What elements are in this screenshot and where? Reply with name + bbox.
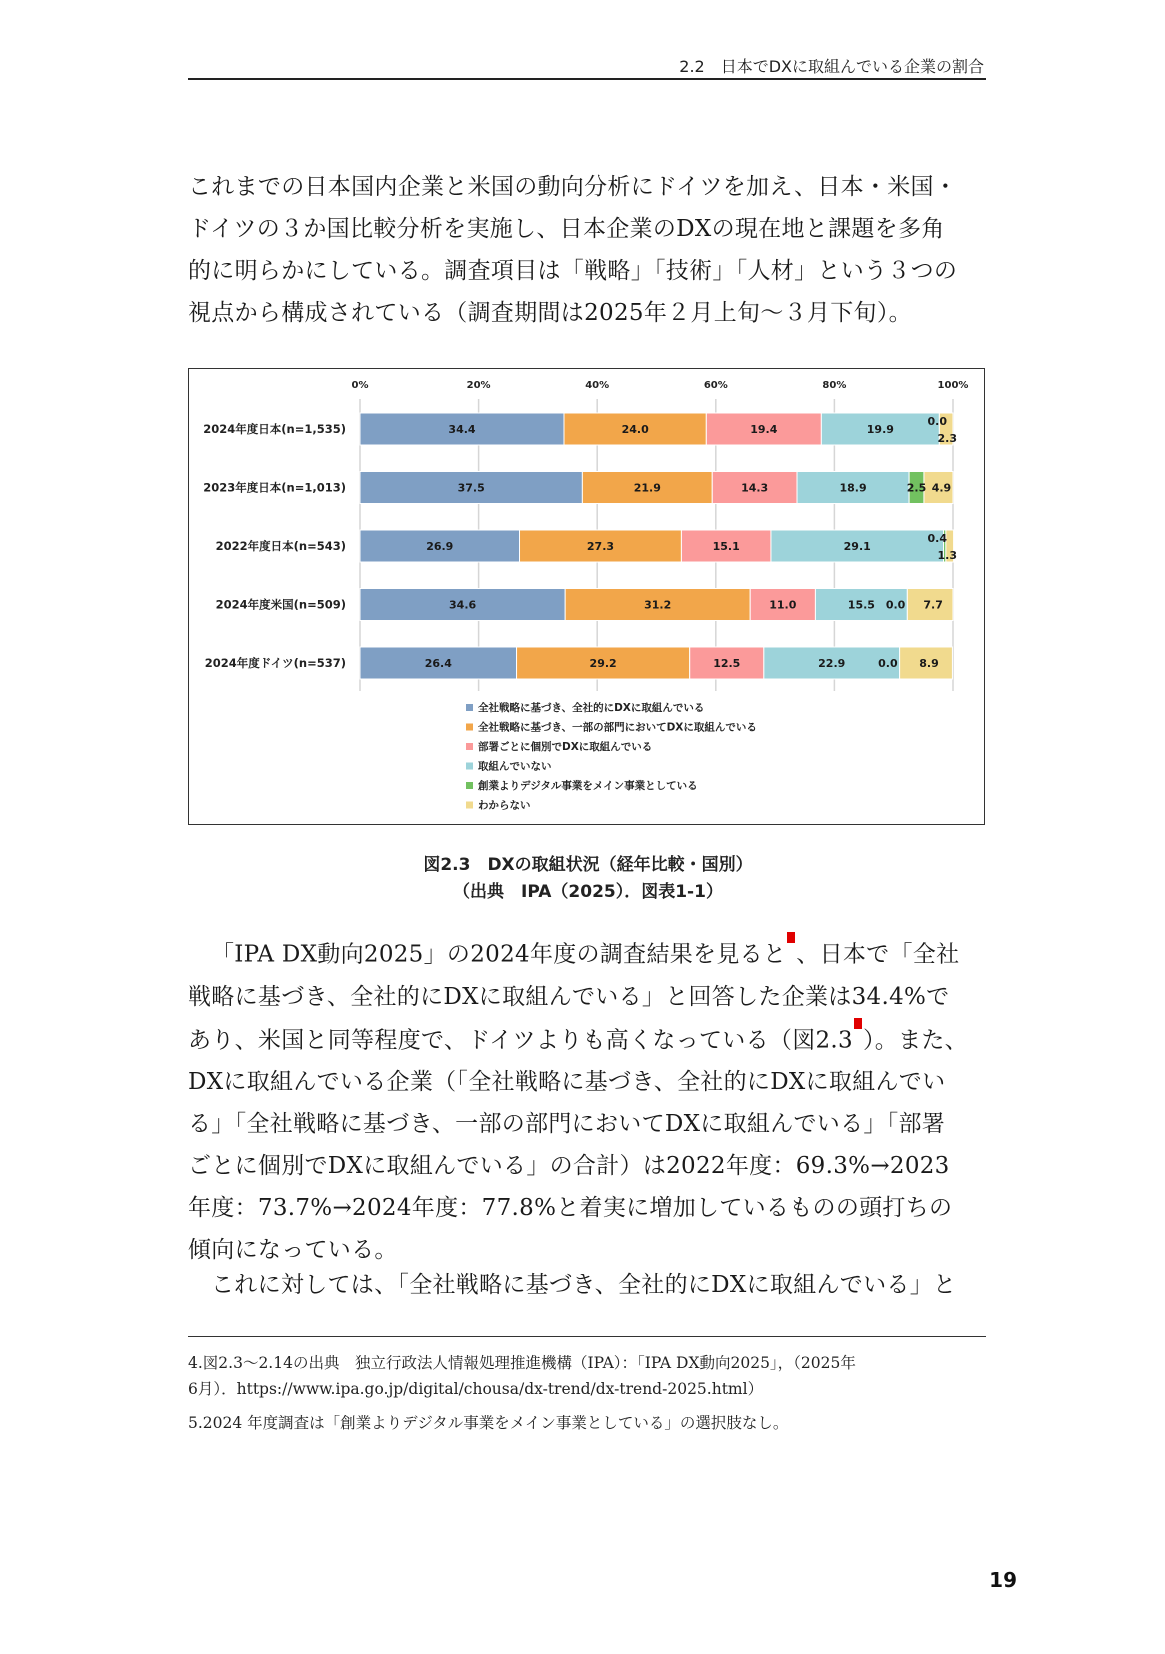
data-label: 21.9	[633, 481, 661, 495]
legend-swatch	[466, 724, 473, 731]
data-label: 18.9	[839, 481, 867, 495]
caption-source: （出典 IPA（2025）．図表1-1）	[453, 882, 723, 902]
text-span: ）。また、	[862, 1027, 968, 1054]
running-head-title: 2.2 日本でDXに取組んでいる企業の割合	[679, 57, 984, 76]
text-line: DXに取組んでいる企業（「全社戦略に基づき、全社的にDXに取組んでい	[188, 1069, 946, 1096]
data-label: 29.1	[843, 540, 871, 553]
legend-swatch	[466, 743, 473, 750]
data-label: 19.4	[750, 423, 778, 436]
footnote-line: 5.2024 年度調査は「創業よりデジタル事業をメイン事業としている」の選択肢なし。	[188, 1414, 789, 1432]
legend-label: 部署ごとに個別でDXに取組んでいる	[478, 741, 653, 753]
figure-caption	[188, 850, 988, 902]
x-tick-label: 40%	[585, 380, 610, 391]
legend-swatch	[466, 782, 473, 789]
text-line: る」「全社戦略に基づき、一部の部門においてDXに取組んでいる」「部署	[188, 1111, 946, 1138]
category-label: 2023年度日本(n=1,013)	[203, 480, 346, 495]
chart-figure	[188, 368, 985, 825]
x-tick-label: 0%	[351, 380, 369, 391]
text-line	[188, 932, 988, 976]
data-label: 15.5	[847, 598, 875, 612]
footnote-5	[188, 1410, 988, 1436]
x-tick-label: 100%	[937, 380, 969, 391]
data-label: 12.5	[713, 657, 741, 670]
data-label: 2.5	[906, 481, 927, 495]
data-label: 1.3	[937, 549, 957, 562]
x-tick-label: 60%	[703, 380, 728, 391]
data-label: 27.3	[586, 540, 615, 553]
data-label: 34.4	[448, 423, 476, 436]
category-label: 2024年度ドイツ(n=537)	[204, 656, 346, 670]
text-line: 視点から構成されている（調査期間は2025年２月上旬～３月下旬）。	[188, 300, 912, 326]
data-label: 31.2	[644, 598, 672, 612]
text-line: 年度：73.7%→2024年度：77.8%と着実に増加しているものの頭打ちの	[188, 1195, 953, 1222]
data-label: 22.9	[818, 657, 846, 670]
footnote-ref-4[interactable]	[787, 932, 795, 943]
text-line: 傾向になっている。	[188, 1237, 398, 1264]
data-label: 4.9	[931, 481, 952, 495]
text-span: あり、米国と同等程度で、ドイツよりも高くなっている（図2.3	[188, 1027, 853, 1054]
data-label: 0.4	[927, 532, 947, 545]
page-number: 19	[989, 1568, 1017, 1592]
data-label: 2.3	[937, 432, 957, 445]
legend-label: わからない	[478, 799, 531, 812]
category-label: 2024年度米国(n=509)	[215, 597, 346, 612]
data-label: 0.0	[885, 598, 906, 612]
data-label: 11.0	[769, 598, 797, 612]
legend-swatch	[466, 802, 473, 809]
data-label: 7.7	[923, 598, 943, 612]
caption-title: 図2.3 DXの取組状況（経年比較・国別）	[423, 855, 753, 875]
running-head	[188, 50, 986, 80]
data-label: 37.5	[457, 481, 485, 495]
data-label: 0.0	[927, 415, 947, 428]
legend-label: 創業よりデジタル事業をメイン事業としている	[478, 780, 698, 792]
text-line: これまでの日本国内企業と米国の動向分析にドイツを加え、日本・米国・	[188, 174, 958, 200]
text-line	[188, 1018, 988, 1062]
body-paragraph-1	[188, 932, 988, 1271]
legend-label: 全社戦略に基づき、全社的にDXに取組んでいる	[478, 702, 705, 714]
data-label: 15.1	[712, 540, 740, 553]
footnote-line: 4.図2.3～2.14の出典 独立行政法人情報処理推進機構（IPA）：「IPA DX動向2025」，（2025年	[188, 1354, 856, 1372]
legend-label: 取組んでいない	[478, 760, 552, 773]
text-line: 的に明らかにしている。調査項目は「戦略」「技術」「人材」という３つの	[188, 258, 958, 284]
data-label: 8.9	[919, 657, 939, 670]
text-span: 、日本で「全社	[796, 941, 960, 968]
footnote-ref-5[interactable]	[854, 1018, 862, 1029]
legend-label: 全社戦略に基づき、一部の部門においてDXに取組んでいる	[478, 721, 757, 734]
legend-swatch	[466, 763, 473, 770]
body-paragraph-2	[188, 1264, 988, 1306]
data-label: 34.6	[449, 598, 477, 612]
text-line: ごとに個別でDXに取組んでいる」の合計）は2022年度：69.3%→2023	[188, 1153, 950, 1180]
data-label: 26.9	[426, 540, 454, 553]
data-label: 19.9	[866, 423, 894, 436]
footnote-divider	[188, 1336, 986, 1337]
data-label: 29.2	[589, 657, 617, 670]
data-label: 26.4	[424, 657, 452, 670]
data-label: 24.0	[621, 423, 649, 436]
stacked-bar-chart	[189, 369, 984, 824]
intro-paragraph	[188, 166, 988, 334]
text-line: これに対しては、「全社戦略に基づき、全社的にDXに取組んでいる」と	[211, 1272, 957, 1298]
data-label: 0.0	[878, 657, 898, 670]
x-tick-label: 20%	[466, 380, 491, 391]
category-label: 2022年度日本(n=543)	[215, 539, 346, 553]
category-label: 2024年度日本(n=1,535)	[203, 422, 346, 436]
x-tick-label: 80%	[822, 380, 847, 391]
footnote-4	[188, 1350, 988, 1402]
text-line: ドイツの３か国比較分析を実施し、日本企業のDXの現在地と課題を多角	[188, 216, 945, 242]
text-line: 戦略に基づき、全社的にDXに取組んでいる」と回答した企業は34.4%で	[188, 983, 950, 1010]
text-span: 「IPA DX動向2025」の2024年度の調査結果を見ると	[211, 941, 787, 968]
footnote-url-line[interactable]: 6月）．https://www.ipa.go.jp/digital/chousa/dx-trend/dx-trend-2025.html）	[188, 1380, 764, 1398]
data-label: 14.3	[741, 481, 769, 495]
legend-swatch	[466, 704, 473, 711]
